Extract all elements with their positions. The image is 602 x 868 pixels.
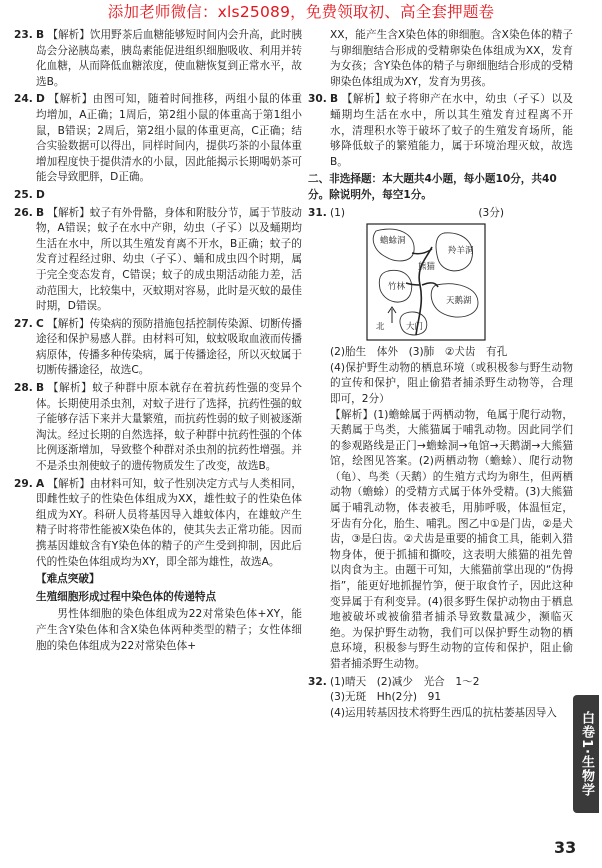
explanation-text: 【解析】蚊子种群中原本就存在着抗药性强的变异个体。长期使用杀虫剂，对蚊子进行了选择，抗药性强的蚊子能够存活下来并大量繁殖，而抗药性弱的蚊子则被逐渐淘汰。经过长期的自然选择，蚊子种群中抗药性强的个体比例逐渐增加，导致整个种群对杀虫剂的抗药性增强。并不是杀虫剂使蚊子的遗传物质发生了改变，故选B。 — [36, 382, 302, 473]
difficulty-breakthrough — [14, 572, 302, 654]
question-number: 23. — [14, 29, 33, 41]
answer-line: (4)运用转基因技术将野生西瓜的抗枯萎基因导入 — [330, 706, 557, 719]
question-number: 25. — [14, 188, 33, 201]
map-label: 蟾蜍洞 — [380, 236, 406, 247]
explanation-text: XX，能产生含X染色体的卵细胞。含X染色体的精子与卵细胞结合形成的受精卵染色体组成为XX，发育为女孩；含Y染色体的精子与卵细胞结合形成的受精卵染色体组成为XY，发育为男孩。 — [330, 29, 573, 88]
question-number: 29. — [14, 477, 33, 490]
answer-letter: B — [36, 206, 45, 219]
section-heading: 二、非选择题：本大题共4小题，每小题10分，共40分。除说明外，每空1分。 — [308, 173, 557, 201]
explanation-text: 【解析】传染病的预防措施包括控制传染源、切断传播途径和保护易感人群。由材料可知，蚊蚊吸取血液而传播病原体，传播多种传染病，属于传播途径，所以灭蚊属于切断传播途径，故选C。 — [36, 317, 303, 377]
zoo-map-drawing — [366, 223, 486, 341]
question-number: 24. — [14, 93, 33, 106]
answer-25 — [14, 188, 302, 204]
map-label: 北 — [376, 322, 385, 333]
page-number: 33 — [554, 838, 577, 857]
left-column — [14, 28, 302, 656]
map-label: 熊猫 — [418, 262, 436, 273]
question-number: 31. — [308, 206, 327, 219]
focus-subtitle: 生殖细胞形成过程中染色体的传递特点 — [36, 590, 217, 603]
promo-banner: 添加老师微信：xls25089，免费领取初、高全套押题卷 — [107, 3, 495, 21]
map-label: 天鹅湖 — [446, 296, 472, 307]
zoo-map — [366, 223, 486, 341]
analysis-text: 【解析】(1)蟾蜍属于两栖动物，龟属于爬行动物，天鹅属于鸟类，大熊猫属于哺乳动物。因此同学们的参观路线是正门→蟾蜍洞→龟馆→天鹅湖→大熊猫馆，绘图见答案。(2)两栖动物（蟾蜍）、爬行动物（龟）、鸟类（天鹅）的生殖方式均为卵生，但两栖动物（蟾蜍）的受精方式属于体外受精。(3)大熊猫属于哺乳动物，体表被毛，用肺呼吸，体温恒定，牙齿有分化，胎生、哺乳。图乙中①是门齿，②是犬齿，③是臼齿。②犬齿是重要的捕食工具，能刺入猎物身体，便于抓捕和撕咬，这表明大熊猫的祖先曾以肉食为主。由题干可知，大熊猫前掌出现的“伪拇指”，能更好地抓握竹笋，便于取食竹子，因此这种变异属于有利变异。(4)很多野生保护动物由于栖息地被破坏或被偷猎者捕杀导致数量减少，濒临灭绝。为保护野生动物，我们可以保护野生动物的栖息环境，积极参与野生动物的宣传和保护，阻止偷猎者捕杀野生动物。 — [330, 408, 573, 670]
question-number: 28. — [14, 382, 33, 395]
answer-24 — [14, 92, 302, 186]
score-note: (3分) — [478, 206, 504, 219]
explanation-text: 【解析】蚊子将卵产在水中，幼虫（孑孓）以及蛹期均生活在水中，所以其生殖发育过程离不开水，清理积水等于破坏了蚊子的生殖发育场所，能够降低蚊子的繁殖能力，属于环境治理灭蚊，故选B。 — [330, 93, 574, 168]
explanation-text: 【解析】饮用野茶后血糖能够短时间内会升高，此时胰岛会分泌胰岛素，胰岛素能促进组织细胞吸收、利用并转化血糖，从而降低血糖浓度，使血糖恢复到正常水平，故选B。 — [36, 29, 303, 88]
question-number: 26. — [14, 206, 33, 219]
answer-letter: D — [36, 188, 45, 201]
answer-letter: A — [36, 477, 45, 490]
answer-letter: B — [330, 93, 339, 106]
answer-line: (1)晴天 (2)减少 光合 1～2 — [330, 675, 480, 688]
answer-28 — [14, 381, 302, 475]
answer-letter: D — [36, 93, 45, 106]
answer-line: (3)无斑 Hh(2分) 91 — [330, 691, 442, 704]
answer-31 — [308, 206, 573, 673]
answer-23 — [14, 28, 302, 90]
answer-27 — [14, 317, 302, 379]
part-label: (1) — [330, 206, 346, 219]
explanation-text: 【解析】蚊子有外骨骼，身体和附肢分节，属于节肢动物，A错误；蚊子在水中产卵，幼虫（孑孓）以及蛹期均生活在水中，所以其生殖发育离不开水，B正确；蚊子的发育过程经过卵、幼虫（孑孓）、蛹和成虫四个时期，属于完全变态发育，C错误；蚊子的成虫期活动能力差，活动范围大，比较集中，灭蚊期对容易，此时是灭蚊的最佳时期，D错误。 — [36, 206, 303, 313]
explanation-text: 【解析】由材料可知，蚊子性别决定方式与人类相同，即雌性蚊子的性染色体组成为XX，雄性蚊子的性染色体组成为XY。科研人员将基因导入雄蚊体内，在雄蚊产生精子时将带性能被X染色体的，使其失去正常功能。因而携基因雄蚊含有Y染色体的精子的产生受到抑制，因此后代的性染色体组成均为XY，即全部为雄性，故选A。 — [36, 477, 302, 568]
map-label: 大门 — [406, 322, 424, 333]
answer-letter: C — [36, 317, 44, 330]
answer-letter: B — [36, 382, 45, 395]
answer-26 — [14, 206, 302, 315]
answer-letter: B — [36, 29, 45, 41]
focus-title: 【难点突破】 — [36, 573, 100, 586]
explanation-text: 【解析】由图可知，随着时间推移，两组小鼠的体重均增加，A正确；1周后，第2组小鼠的体重高于第1组小鼠，B错误；2周后，第2组小鼠的体重更高，C正确；结合实验数据可以得出，同样时间内，提供巧茶的小鼠体重增加程度快于提供清水的小鼠，因此能揭示长期喝奶茶可能会导致肥胖，D正确。 — [36, 93, 302, 184]
answer-30 — [308, 92, 573, 170]
question-number: 30. — [308, 93, 327, 106]
map-label: 竹林 — [388, 282, 406, 293]
section-side-tab: 白卷1·生物学 — [573, 695, 599, 813]
question-number: 27. — [14, 317, 33, 330]
right-column — [308, 28, 573, 723]
answer-32 — [308, 675, 573, 722]
question-number: 32. — [308, 675, 327, 688]
focus-text: 男性体细胞的染色体组成为22对常染色体+XY，能产生含Y染色体和含X染色体两种类型的精子；女性体细胞的染色体组成为22对常染色体+ — [36, 608, 302, 652]
map-label: 羚羊洞 — [448, 246, 474, 257]
answer-part-2-3: (2)胎生 体外 (3)肺 ②犬齿 有孔 — [330, 346, 508, 359]
continued-text — [308, 28, 573, 90]
answer-part-4: (4)保护野生动物的栖息环境（或积极参与野生动物的宣传和保护，阻止偷猎者捕杀野生动物等，合理即可，2分） — [330, 361, 573, 405]
answer-29 — [14, 477, 302, 571]
